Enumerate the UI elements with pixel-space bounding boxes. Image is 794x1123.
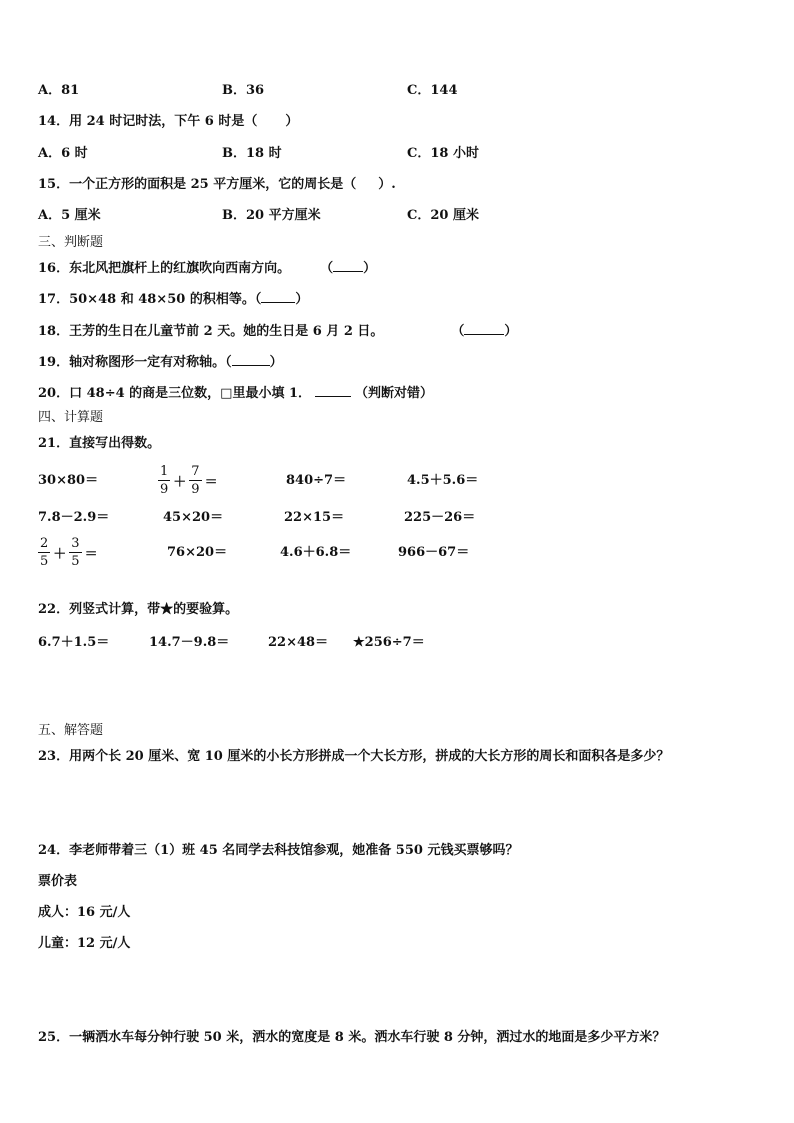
question-text: 东北风把旗杆上的红旗吹向西南方向。 xyxy=(69,261,291,276)
adult-price: 成人：16 元/人 xyxy=(38,905,131,920)
calc-item: 22×48＝ xyxy=(268,635,329,650)
question-22 xyxy=(38,601,238,619)
question-number: 17． xyxy=(38,292,70,307)
answer-blank[interactable] xyxy=(232,353,270,366)
numerator: 7 xyxy=(191,464,200,479)
denominator: 5 xyxy=(71,554,80,569)
fraction xyxy=(69,535,81,570)
calc-item: 840÷7＝ xyxy=(286,473,347,488)
question-21 xyxy=(38,435,160,453)
q13-option-b: B．36 xyxy=(222,83,265,98)
denominator: 5 xyxy=(40,554,49,569)
section-heading-word-problems: 五、解答题 xyxy=(38,723,104,738)
calc-item-starred: ★256÷7＝ xyxy=(353,635,425,650)
question-25 xyxy=(38,1029,665,1047)
numerator: 1 xyxy=(160,464,169,479)
answer-blank[interactable] xyxy=(464,322,504,335)
paren-close: ） xyxy=(295,292,309,307)
calc-item: 4.5＋5.6＝ xyxy=(407,473,479,488)
question-15 xyxy=(38,176,396,194)
calc-item: 966－67＝ xyxy=(398,545,470,560)
fraction xyxy=(38,535,50,570)
question-number: 14． xyxy=(38,114,70,129)
q15-option-c: C．20 厘米 xyxy=(407,208,479,223)
q13-option-c: C．144 xyxy=(407,83,458,98)
question-18 xyxy=(38,322,517,341)
equals-sign: ＝ xyxy=(204,475,218,490)
plus-sign: ＋ xyxy=(173,475,187,490)
section-heading-calculation: 四、计算题 xyxy=(38,410,104,425)
paren-close: ） xyxy=(363,261,377,276)
question-text: 王芳的生日在儿童节前 2 天。她的生日是 6 月 2 日。 xyxy=(69,324,384,339)
question-text: 列竖式计算，带★的要验算。 xyxy=(69,602,239,617)
question-text: 直接写出得数。 xyxy=(69,436,161,451)
paren-close: ） xyxy=(285,114,299,129)
ticket-price-title: 票价表 xyxy=(38,874,78,889)
answer-blank[interactable] xyxy=(333,259,363,272)
question-number: 23． xyxy=(38,749,70,764)
question-20 xyxy=(38,384,433,403)
fraction xyxy=(189,463,201,498)
q13-option-a: A．81 xyxy=(38,83,80,98)
paren-close: ） xyxy=(269,355,283,370)
question-number: 18． xyxy=(38,324,70,339)
paren-close: ）. xyxy=(378,177,396,192)
question-tail: （判断对错） xyxy=(355,386,434,401)
question-number: 25． xyxy=(38,1030,70,1045)
q15-option-a: A．5 厘米 xyxy=(38,208,101,223)
question-text: 用两个长 20 厘米、宽 10 厘米的小长方形拼成一个大长方形，拼成的大长方形的周长和面积各是多少？ xyxy=(69,749,670,764)
paren-open: （ xyxy=(320,261,334,276)
calc-item: 76×20＝ xyxy=(167,545,228,560)
q14-option-a: A．6 时 xyxy=(38,146,88,161)
calc-item: 30×80＝ xyxy=(38,473,99,488)
question-23 xyxy=(38,748,669,766)
numerator: 2 xyxy=(40,536,49,551)
question-number: 20． xyxy=(38,386,70,401)
question-text: 用 24 时记时法，下午 6 时是（ xyxy=(69,114,258,129)
question-number: 21． xyxy=(38,436,70,451)
fraction-sum xyxy=(38,535,101,570)
answer-blank[interactable] xyxy=(315,384,351,397)
question-number: 15． xyxy=(38,177,70,192)
question-number: 16． xyxy=(38,261,70,276)
paren-open: （ xyxy=(451,324,465,339)
q15-option-b: B．20 平方厘米 xyxy=(222,208,321,223)
q14-option-c: C．18 小时 xyxy=(407,146,479,161)
question-24 xyxy=(38,842,518,860)
question-text: 轴对称图形一定有对称轴。（ xyxy=(69,355,232,370)
denominator: 9 xyxy=(191,482,200,497)
numerator: 3 xyxy=(71,536,80,551)
fraction-sum xyxy=(158,463,221,498)
child-price: 儿童：12 元/人 xyxy=(38,936,131,951)
equals-sign: ＝ xyxy=(84,547,98,562)
calc-item: 225－26＝ xyxy=(404,510,476,525)
question-number: 19． xyxy=(38,355,70,370)
q14-option-b: B．18 时 xyxy=(222,146,282,161)
question-17 xyxy=(38,290,308,309)
question-number: 22． xyxy=(38,602,70,617)
question-text: 一辆洒水车每分钟行驶 50 米，洒水的宽度是 8 米。洒水车行驶 8 分钟，洒过水的地面是多少平方米？ xyxy=(69,1030,666,1045)
plus-sign: ＋ xyxy=(53,547,67,562)
calc-item: 14.7－9.8＝ xyxy=(149,635,230,650)
question-16 xyxy=(38,259,376,278)
question-text: 50×48 和 48×50 的积相等。（ xyxy=(69,292,262,307)
denominator: 9 xyxy=(160,482,169,497)
answer-blank[interactable] xyxy=(261,290,295,303)
question-number: 24． xyxy=(38,843,70,858)
question-14 xyxy=(38,113,298,131)
question-text: 一个正方形的面积是 25 平方厘米，它的周长是（ xyxy=(69,177,357,192)
calc-item: 45×20＝ xyxy=(163,510,224,525)
fraction xyxy=(158,463,170,498)
section-heading-judgement: 三、判断题 xyxy=(38,235,104,250)
calc-item: 6.7＋1.5＝ xyxy=(38,635,110,650)
calc-item: 7.8－2.9＝ xyxy=(38,510,110,525)
calc-item: 22×15＝ xyxy=(284,510,345,525)
question-19 xyxy=(38,353,283,372)
calc-item: 4.6＋6.8＝ xyxy=(280,545,352,560)
paren-close: ） xyxy=(504,324,518,339)
question-text: 李老师带着三（1）班 45 名同学去科技馆参观，她准备 550 元钱买票够吗？ xyxy=(69,843,519,858)
question-text: 口 48÷4 的商是三位数，□里最小填 1． xyxy=(69,386,312,401)
